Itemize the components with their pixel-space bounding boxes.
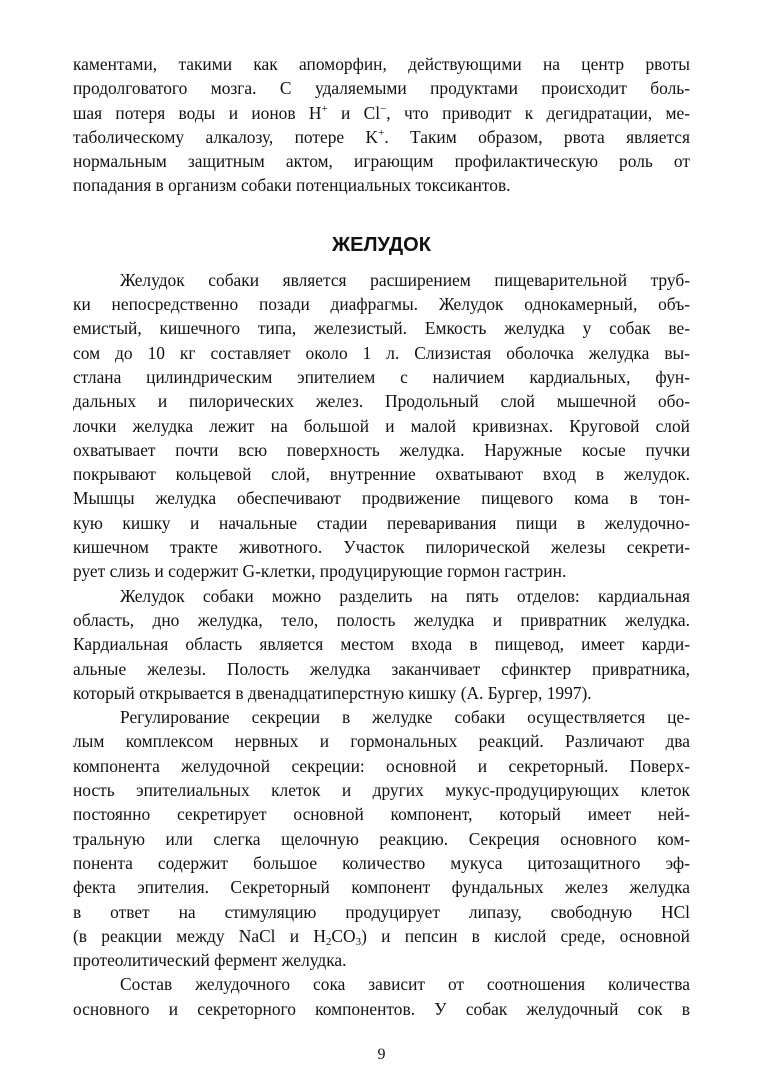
text-line: основного и секреторного компонентов. У собак желудочный сок в [73, 998, 690, 1019]
text-line: который открывается в двенадцатиперстную кишку (А. Бургер, 1997). [73, 682, 592, 703]
text-line: лым комплексом нервных и гормональных реакций. Различают два [73, 731, 690, 752]
text-line: фекта эпителия. Секреторный компонент фундальных желез желудка [73, 877, 690, 898]
text-line: Желудок собаки можно разделить на пять отделов: кардиальная [120, 585, 690, 606]
text-line: тральную или слегка щелочную реакцию. Секреция основного ком- [73, 828, 690, 849]
text-line: охватывает почти всю поверхность желудка. Наружные косые пучки [73, 439, 690, 460]
text-line: кую кишку и начальные стадии переваривания пищи в желудочно- [73, 512, 690, 533]
paragraph-secretion-regulation [73, 705, 690, 972]
text-line: постоянно секретирует основной компонент, который имеет ней- [73, 804, 690, 825]
text-line: Мышцы желудка обеспечивают продвижение пищевого кома в тон- [73, 488, 690, 509]
text-line: ки непосредственно позади диафрагмы. Желудок однокамерный, объ- [73, 294, 690, 315]
text-line: Регулирование секреции в желудке собаки осуществляется це- [120, 707, 690, 728]
text-line: стлана цилиндрическим эпителием с наличием кардиальных, фун- [73, 366, 690, 387]
text-line: шая потеря воды и ионов H+ и Cl−, что приводит к дегидратации, ме- [73, 102, 690, 123]
text-line: каментами, такими как апоморфин, действующими на центр рвоты [73, 54, 690, 74]
text-line: ность эпителиальных клеток и других мукус-продуцирующих клеток [73, 780, 690, 801]
text-line: нормальным защитным актом, играющим профилактическую роль от [73, 151, 690, 172]
text-line: кишечном тракте животного. Участок пилорической железы секрети- [73, 537, 690, 558]
text-line: емистый, кишечного типа, железистый. Емкость желудка у собак ве- [73, 318, 690, 339]
text-line: лочки желудка лежит на большой и малой кривизнах. Круговой слой [73, 415, 690, 436]
page-number: 9 [377, 1046, 386, 1063]
paragraph-gastric-juice [73, 972, 690, 1021]
paragraph-stomach-anatomy [73, 268, 690, 584]
text-line: компонента желудочной секреции: основной и секреторный. Поверх- [73, 755, 690, 776]
page-body [73, 52, 690, 1021]
text-line: область, дно желудка, тело, полость желудка и привратник желудка. [73, 609, 690, 630]
text-line: Желудок собаки является расширением пищеварительной труб- [120, 269, 690, 290]
text-line: попадания в организм собаки потенциальных токсикантов. [73, 175, 511, 196]
intro-paragraph [73, 52, 690, 198]
paragraph-stomach-sections [73, 584, 690, 705]
text-line: продолговатого мозга. С удаляемыми продуктами происходит боль- [73, 78, 690, 99]
text-line: (в реакции между NaCl и $H_2CO_3$) и пепсин в кислой среде, основной [73, 925, 690, 948]
text-line: понента содержит большое количество мукуса цитозащитного эф- [73, 852, 690, 873]
text-line: рует слизь и содержит G-клетки, продуцирующие гормон гастрин. [73, 561, 567, 582]
text-line: таболическому алкалозу, потере K+. Таким образом, рвота является [73, 126, 690, 147]
text-line: дальных и пилорических желез. Продольный слой мышечной обо- [73, 391, 690, 412]
text-line: протеолитический фермент желудка. [73, 950, 347, 971]
text-line: альные железы. Полость желудка заканчивает сфинктер привратника, [73, 658, 690, 679]
text-line: сом до 10 кг составляет около 1 л. Слизистая оболочка желудка вы- [73, 342, 690, 363]
text-line: Состав желудочного сока зависит от соотношения количества [120, 974, 690, 995]
text-line: Кардиальная область является местом входа в пищевод, имеет карди- [73, 634, 690, 655]
text-line: в ответ на стимуляцию продуцирует липазу, свободную HCl [73, 901, 690, 922]
text-line: покрывают кольцевой слой, внутренние охватывают вход в желудок. [73, 464, 690, 485]
section-heading: ЖЕЛУДОК [332, 233, 431, 256]
